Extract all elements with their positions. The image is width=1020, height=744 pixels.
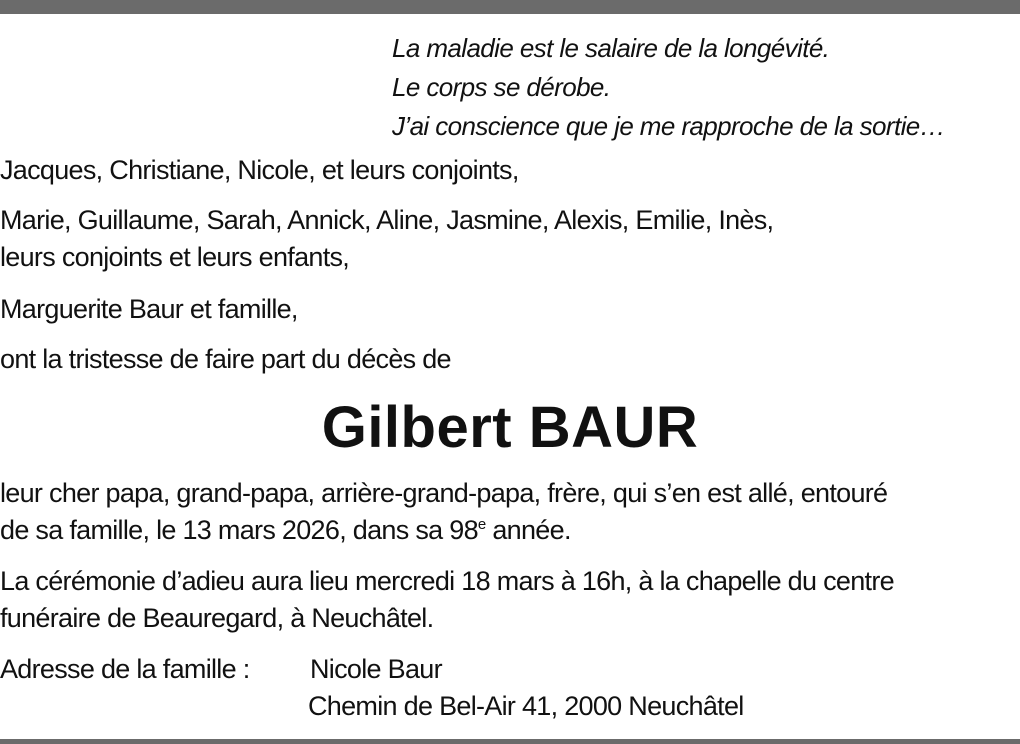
address-label: Adresse de la famille :: [0, 654, 250, 684]
quote-line-3: J’ai conscience que je me rapproche de la sortie…: [392, 111, 946, 141]
ordinal-suffix: e: [477, 516, 486, 533]
details-line-2-end: année.: [485, 515, 571, 545]
quote-line-2: Le corps se dérobe.: [392, 72, 611, 102]
details-line-1: leur cher papa, grand-papa, arrière-grand-papa, frère, qui s’en est allé, entouré: [0, 478, 888, 508]
grandchildren-spouses: leurs conjoints et leurs enfants,: [0, 242, 350, 272]
announcement-text: ont la tristesse de faire part du décès de: [0, 344, 451, 374]
top-rule: [0, 0, 1020, 14]
family-address: [308, 651, 744, 725]
family-grandchildren: [0, 202, 773, 276]
bottom-rule: [0, 739, 1020, 744]
grandchildren-names: Marie, Guillaume, Sarah, Annick, Aline, Jasmine, Alexis, Emilie, Inès,: [0, 205, 774, 235]
ceremony-info: [0, 563, 894, 637]
address-name: Nicole Baur: [310, 654, 442, 684]
deceased-name: Gilbert BAUR: [321, 395, 699, 460]
ceremony-line-2: funéraire de Beauregard, à Neuchâtel.: [0, 603, 434, 633]
details-line-2: [0, 512, 887, 549]
address-street: Chemin de Bel-Air 41, 2000 Neuchâtel: [308, 691, 744, 721]
obituary-details: [0, 475, 887, 549]
family-children: Jacques, Christiane, Nicole, et leurs conjoints,: [0, 155, 519, 185]
epigraph-quote: [392, 29, 945, 146]
quote-line-1: La maladie est le salaire de la longévité.: [392, 33, 830, 63]
details-line-2-start: de sa famille, le 13 mars 2026, dans sa 98: [0, 515, 478, 545]
ceremony-line-1: La cérémonie d’adieu aura lieu mercredi 18 mars à 16h, à la chapelle du centre: [0, 566, 894, 596]
family-sibling: Marguerite Baur et famille,: [0, 294, 298, 324]
